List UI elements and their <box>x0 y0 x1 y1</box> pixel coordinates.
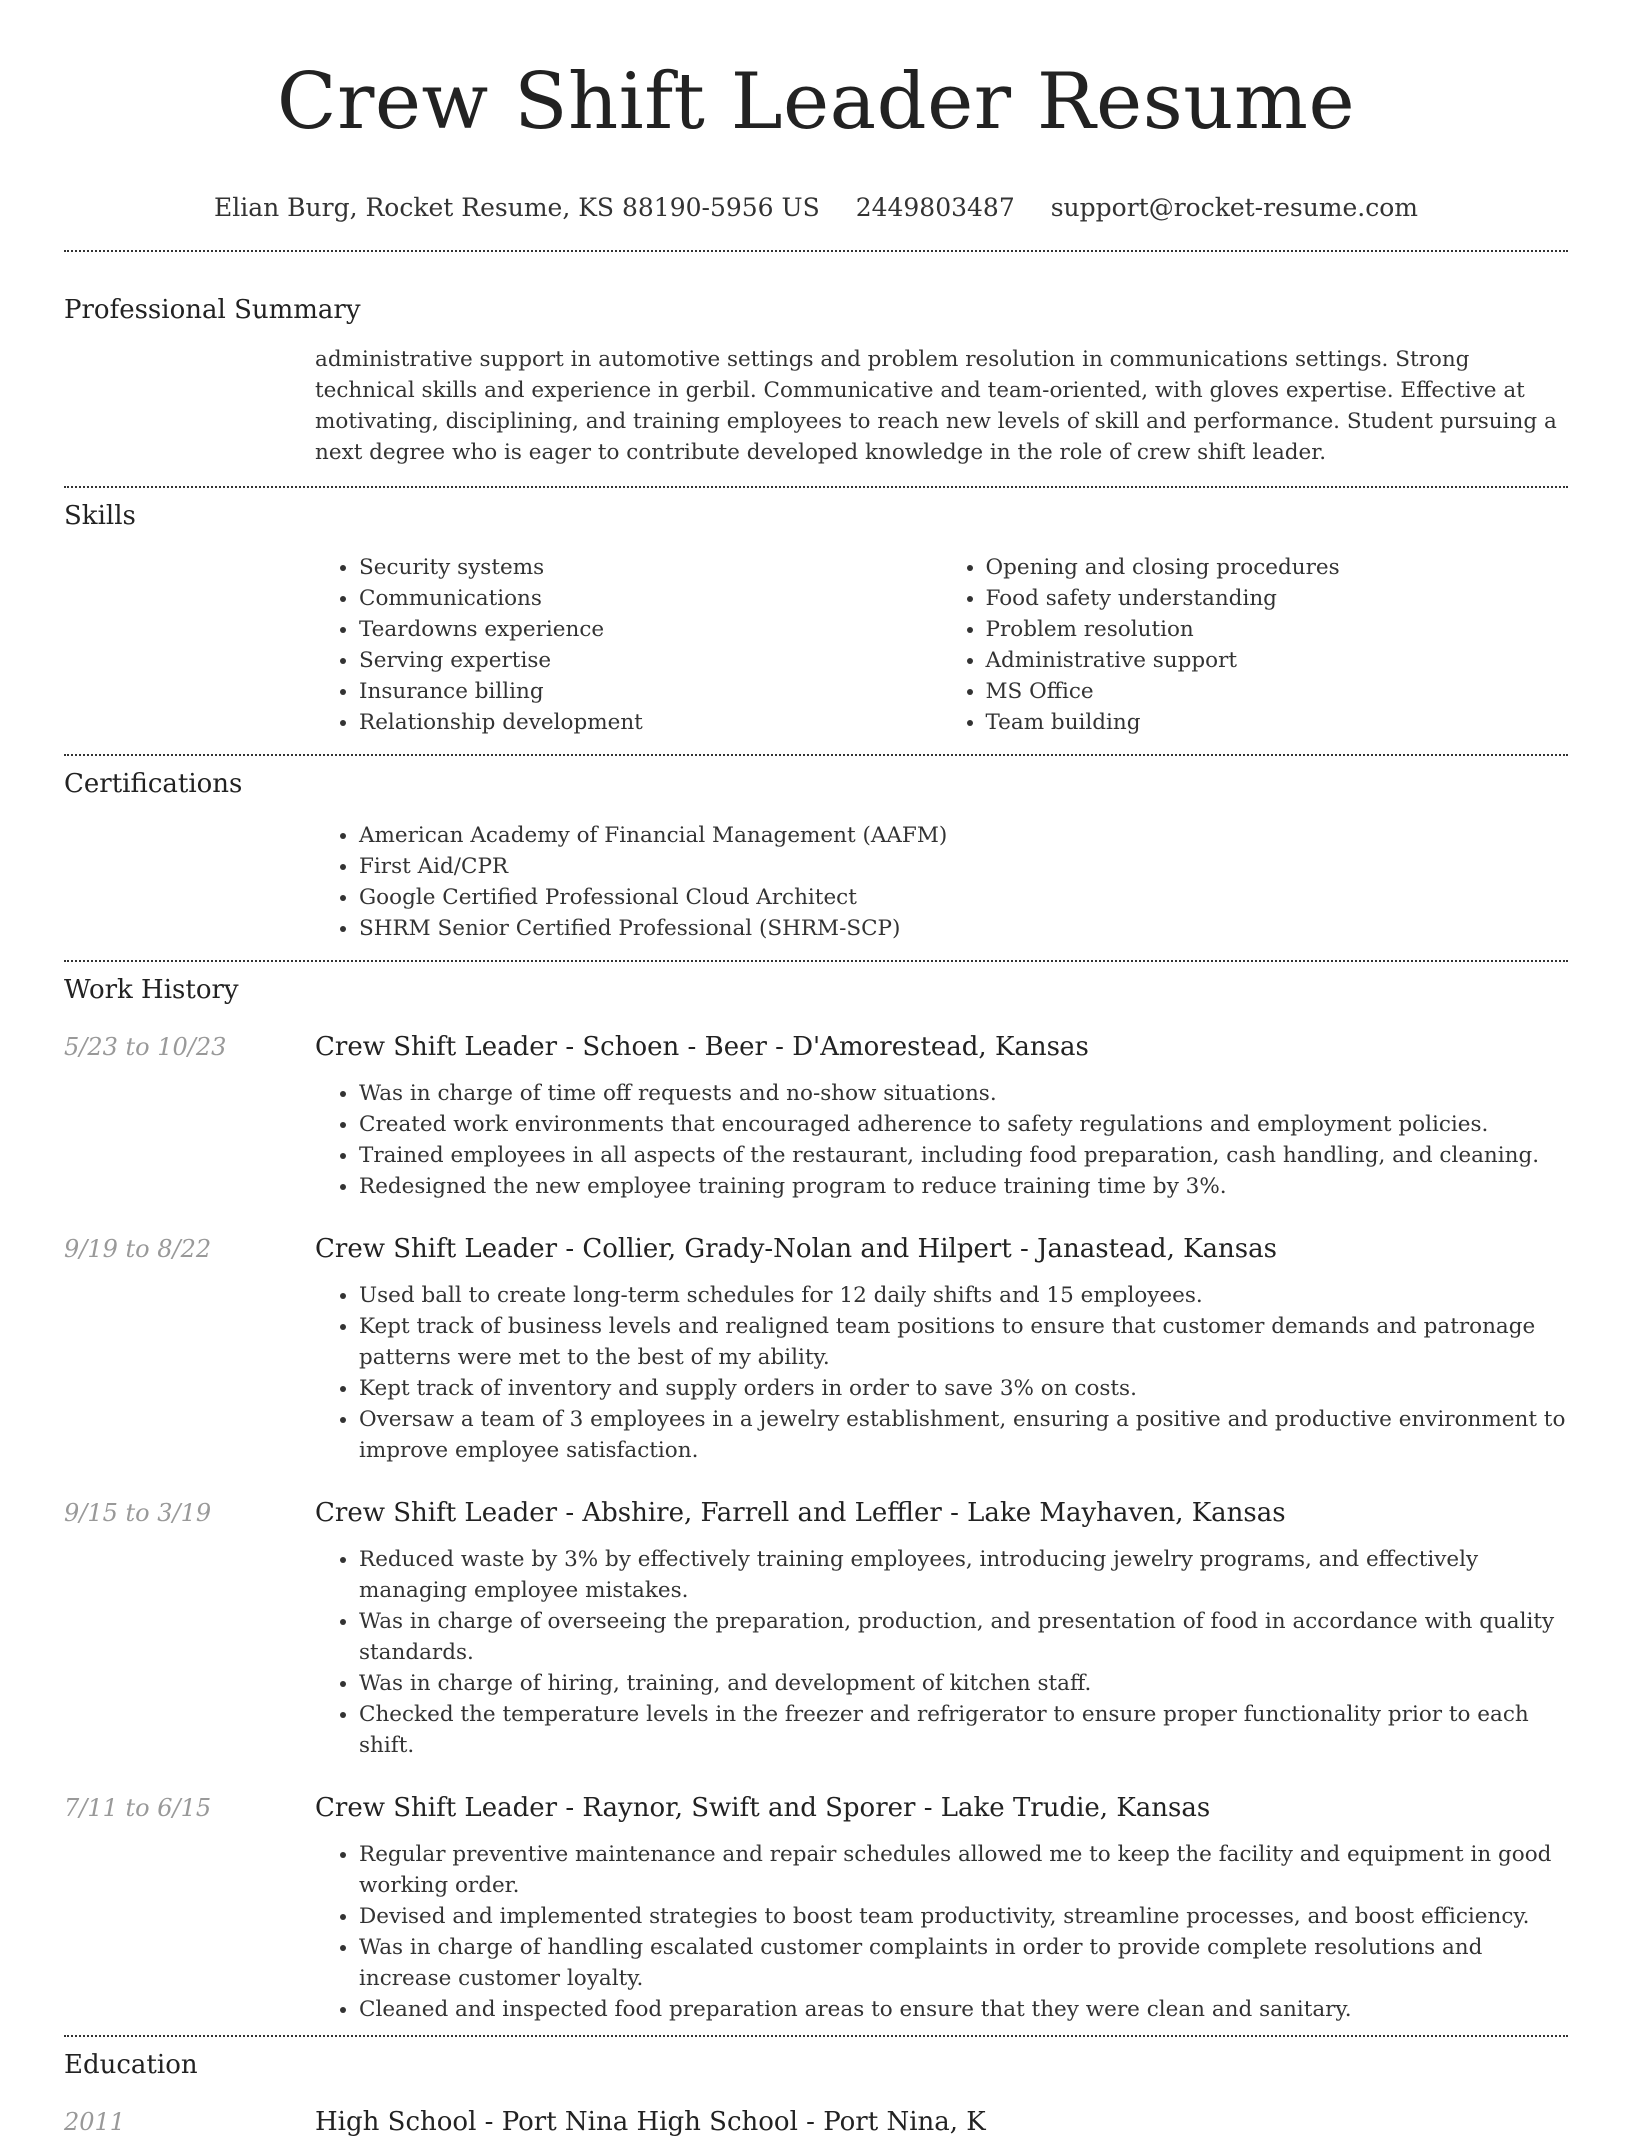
work-history-section <box>64 960 1568 2035</box>
skills-heading: Skills <box>64 501 136 531</box>
job-bullet: • Trained employees in all aspects of the restaurant, including food preparation, cash handling, and cleaning. <box>359 1140 1568 1171</box>
job-details <box>315 1232 1568 1466</box>
certification-item: • First Aid/CPR <box>359 851 1568 882</box>
job-date: 9/19 to 8/22 <box>64 1235 212 1263</box>
summary-section <box>64 250 1568 486</box>
skill-item: • MS Office <box>986 676 1569 707</box>
job-bullet: • Was in charge of handling escalated customer complaints in order to provide complete resolutions and increase customer loyalty. <box>359 1932 1568 1994</box>
job-date: 5/23 to 10/23 <box>64 1033 227 1061</box>
certifications-list <box>315 820 1568 944</box>
certifications-heading: Certifications <box>64 769 243 799</box>
job-bullet: • Created work environments that encouraged adherence to safety regulations and employment policies. <box>359 1109 1568 1140</box>
certifications-body <box>315 820 1568 944</box>
certification-item: • SHRM Senior Certified Professional (SHRM-SCP) <box>359 913 1568 944</box>
job-entry <box>64 1791 1568 2025</box>
job-entry <box>64 1496 1568 1761</box>
contact-line <box>64 190 1568 226</box>
job-bullets <box>315 1078 1568 1202</box>
job-bullet: • Regular preventive maintenance and repair schedules allowed me to keep the facility and equipment in good working order. <box>359 1839 1568 1901</box>
contact-phone: 2449803487 <box>855 193 1015 222</box>
job-title: Crew Shift Leader - Abshire, Farrell and Leffler - Lake Mayhaven, Kansas <box>315 1498 1286 1528</box>
certification-item: • Google Certified Professional Cloud Architect <box>359 882 1568 913</box>
work-history-heading: Work History <box>64 975 239 1005</box>
education-date: 2011 <box>64 2108 126 2136</box>
job-bullets <box>315 1280 1568 1466</box>
skill-item: • Team building <box>986 707 1569 738</box>
job-entry <box>64 1232 1568 1466</box>
education-heading: Education <box>64 2050 198 2080</box>
job-details <box>315 1791 1568 2025</box>
skills-list-left <box>315 552 942 738</box>
job-details <box>315 1496 1568 1761</box>
job-title: Crew Shift Leader - Schoen - Beer - D'Amorestead, Kansas <box>315 1032 1089 1062</box>
job-bullet: • Kept track of business levels and realigned team positions to ensure that customer demands and patronage patterns were met to the best of my ability. <box>359 1311 1568 1373</box>
resume-title: Crew Shift Leader Resume <box>276 57 1356 147</box>
skill-item: • Food safety understanding <box>986 583 1569 614</box>
skills-grid <box>315 552 1568 738</box>
job-date: 7/11 to 6/15 <box>64 1794 212 1822</box>
skill-item: • Administrative support <box>986 645 1569 676</box>
skill-item: • Relationship development <box>359 707 942 738</box>
skill-item: • Communications <box>359 583 942 614</box>
education-entry <box>64 2105 1568 2153</box>
job-bullet: • Was in charge of time off requests and no-show situations. <box>359 1078 1568 1109</box>
job-bullet: • Checked the temperature levels in the freezer and refrigerator to ensure proper functionality prior to each shift. <box>359 1699 1568 1761</box>
skill-item: • Opening and closing procedures <box>986 552 1569 583</box>
job-title: Crew Shift Leader - Collier, Grady-Nolan and Hilpert - Janastead, Kansas <box>315 1234 1277 1264</box>
skill-item: • Problem resolution <box>986 614 1569 645</box>
job-bullet: • Reduced waste by 3% by effectively training employees, introducing jewelry programs, and effectively managing employee mistakes. <box>359 1544 1568 1606</box>
job-entry <box>64 1030 1568 1202</box>
job-date: 9/15 to 3/19 <box>64 1499 212 1527</box>
job-bullet: • Cleaned and inspected food preparation areas to ensure that they were clean and sanitary. <box>359 1994 1568 2025</box>
skill-item: • Insurance billing <box>359 676 942 707</box>
job-bullets <box>315 1544 1568 1761</box>
job-bullet: • Oversaw a team of 3 employees in a jewelry establishment, ensuring a positive and productive environment to improve employee satisfaction. <box>359 1404 1568 1466</box>
job-bullet: • Used ball to create long-term schedules for 12 daily shifts and 15 employees. <box>359 1280 1568 1311</box>
skill-item: • Serving expertise <box>359 645 942 676</box>
job-title: Crew Shift Leader - Raynor, Swift and Sporer - Lake Trudie, Kansas <box>315 1793 1211 1823</box>
certifications-section <box>64 754 1568 960</box>
education-details <box>315 2105 1568 2153</box>
job-bullets <box>315 1839 1568 2025</box>
job-details <box>315 1030 1568 1202</box>
education-title: High School - Port Nina High School - Port Nina, K <box>315 2107 986 2137</box>
job-bullet: • Redesigned the new employee training program to reduce training time by 3%. <box>359 1171 1568 1202</box>
contact-address: Elian Burg, Rocket Resume, KS 88190-5956 US <box>213 193 820 222</box>
certification-item: • American Academy of Financial Management (AAFM) <box>359 820 1568 851</box>
education-section <box>64 2035 1568 2153</box>
summary-heading: Professional Summary <box>64 295 361 325</box>
contact-email: support@rocket-resume.com <box>1050 193 1419 222</box>
skill-item: • Security systems <box>359 552 942 583</box>
skill-item: • Teardowns experience <box>359 614 942 645</box>
job-bullet: • Was in charge of hiring, training, and development of kitchen staff. <box>359 1668 1568 1699</box>
summary-text: administrative support in automotive settings and problem resolution in communications settings. Strong technical skills and experience in gerbil. Communicative and team-oriented, with gloves expertise. Effective at motivating, disciplining, and training employees to reach new levels of skill and performance. Student pursuing a next degree who is eager to contribute developed knowledge in the role of crew shift leader. <box>315 347 1557 465</box>
job-bullet: • Was in charge of overseeing the preparation, production, and presentation of food in accordance with quality standards. <box>359 1606 1568 1668</box>
skills-list-right <box>942 552 1569 738</box>
job-bullet: • Devised and implemented strategies to boost team productivity, streamline processes, and boost efficiency. <box>359 1901 1568 1932</box>
job-bullet: • Kept track of inventory and supply orders in order to save 3% on costs. <box>359 1373 1568 1404</box>
skills-section <box>64 486 1568 754</box>
